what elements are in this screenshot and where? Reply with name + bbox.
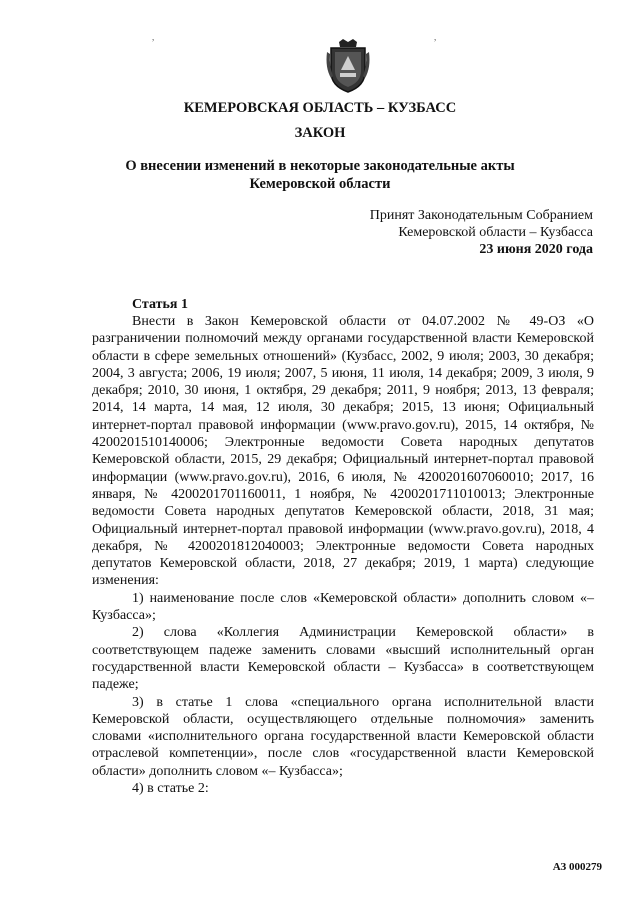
coat-of-arms-icon xyxy=(325,38,371,94)
scan-mark: , xyxy=(434,32,437,42)
serial-number: АЗ 000279 xyxy=(552,861,602,873)
adoption-line-1: Принят Законодательным Собранием xyxy=(369,208,593,223)
law-title-line-1: О внесении изменений в некоторые законодательные акты xyxy=(125,158,515,174)
amendment-item-3: 3) в статье 1 слова «специального органа исполнительной власти Кемеровской области, осуществляющего отдельные полномочия» заменить словами «исполнительного органа государственной власти Кемеровской области отраслевой компетенции», после слов «государственной власти Кемеровской области» дополнить словом «– Кузбасса»; xyxy=(92,694,594,779)
law-title-line-2: Кемеровской области xyxy=(249,176,391,192)
amendment-item-2: 2) слова «Коллегия Администрации Кемеровской области» в соответствующем падеже заменить словами «высший исполнительный орган государственной власти Кемеровской области – Кузбасса» в соответствующем падеже; xyxy=(92,625,594,693)
amendment-item-1: 1) наименование после слов «Кемеровской области» дополнить словом «– Кузбасса»; xyxy=(92,590,594,624)
adoption-line-2: Кемеровской области – Кузбасса xyxy=(398,225,593,240)
amendment-item-4: 4) в статье 2: xyxy=(132,781,209,797)
article-heading: Статья 1 xyxy=(132,297,188,312)
adoption-date: 23 июня 2020 года xyxy=(479,242,593,257)
article-body xyxy=(92,313,594,797)
article-intro-paragraph: Внести в Закон Кемеровской области от 04.07.2002 № 49-ОЗ «О разграничении полномочий между органами государственной власти Кемеровской области в сфере земельных отношений» (Кузбасс, 2002, 9 июля; 2003, 30 декабря; 2004, 3 августа; 2006, 19 июля; 2007, 5 июня, 11 июля, 14 декабря; 2009, 3 июля, 9 декабря; 2010, 30 июня, 1 октября, 29 декабря; 2011, 9 ноября; 2013, 13 февраля; 2014, 14 марта, 14 мая, 12 июля, 30 декабря; 2015, 13 июня; Официальный интернет-портал правовой информации (www.pravo.gov.ru), 2015, 14 октября, № 4200201510140006; Электронные ведомости Совета народных депутатов Кемеровской области, 2015, 29 декабря; Официальный интернет-портал правовой информации (www.pravo.gov.ru), 2016, 6 июля, № 4200201607060010; 2017, 16 января, № 4200201701160011, 1 ноября, № 4200201711010013; Электронные ведомости Совета народных депутатов Кемеровской области, 2018, 31 мая; Официальный интернет-портал правовой информации (www.pravo.gov.ru), 2018, 4 декабря, № 4200201812040003; Электронные ведомости Совета народных депутатов Кемеровской области, 2018, 27 декабря; 2019, 1 марта) следующие изменения: xyxy=(92,314,594,589)
scan-mark: , xyxy=(152,32,155,42)
region-heading: КЕМЕРОВСКАЯ ОБЛАСТЬ – КУЗБАСС xyxy=(183,100,457,116)
document-type: ЗАКОН xyxy=(294,125,346,141)
